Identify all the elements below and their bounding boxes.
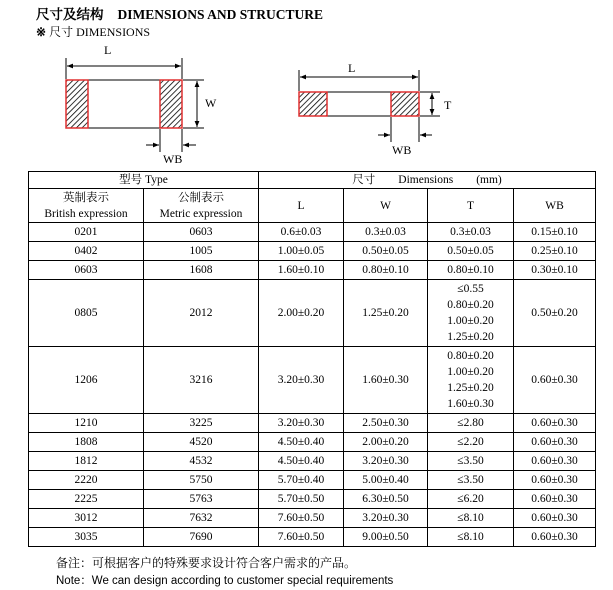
- cell-metric: 0603: [144, 223, 259, 242]
- cell-wb: 0.60±0.30: [514, 528, 596, 547]
- cell-metric: 1608: [144, 261, 259, 280]
- cell-t-line: 1.25±0.20: [447, 382, 494, 394]
- cell-t: [428, 509, 514, 528]
- cell-t: [428, 261, 514, 280]
- cell-l: 4.50±0.40: [259, 452, 344, 471]
- dim-label-l-side: L: [348, 61, 356, 75]
- cell-t: [428, 528, 514, 547]
- side-view-drawing: [299, 61, 452, 157]
- cell-british: 2225: [29, 490, 144, 509]
- cell-british: 3035: [29, 528, 144, 547]
- cell-t: [428, 280, 514, 347]
- table-row: [29, 471, 596, 490]
- cell-l: 5.70±0.50: [259, 490, 344, 509]
- cell-w: 2.00±0.20: [344, 433, 428, 452]
- cell-w: 0.50±0.05: [344, 242, 428, 261]
- cell-l: 3.20±0.30: [259, 414, 344, 433]
- cell-metric: 3225: [144, 414, 259, 433]
- cell-metric: 2012: [144, 280, 259, 347]
- table-row: [29, 490, 596, 509]
- cell-t-line: ≤8.10: [457, 531, 484, 543]
- dimensions-table: [28, 171, 596, 547]
- cell-t-line: 0.3±0.03: [450, 226, 491, 238]
- cell-w: 6.30±0.50: [344, 490, 428, 509]
- cell-wb: 0.60±0.30: [514, 414, 596, 433]
- table-row: [29, 280, 596, 347]
- cell-t-line: ≤2.20: [457, 436, 484, 448]
- cell-l: 1.60±0.10: [259, 261, 344, 280]
- cell-t-line: 1.00±0.20: [447, 366, 494, 378]
- cell-w: 0.3±0.03: [344, 223, 428, 242]
- dim-label-t: T: [444, 98, 452, 112]
- cell-wb: 0.60±0.30: [514, 347, 596, 414]
- cell-l: 2.00±0.20: [259, 280, 344, 347]
- cell-w: 0.80±0.10: [344, 261, 428, 280]
- dim-label-wb-left: WB: [163, 152, 183, 166]
- cell-t-line: ≤8.10: [457, 512, 484, 524]
- subtitle-text: 尺寸 DIMENSIONS: [49, 25, 151, 39]
- dim-label-w: W: [205, 96, 217, 110]
- cell-metric: 4532: [144, 452, 259, 471]
- column-header-w: W: [344, 189, 428, 223]
- cell-t-line: ≤3.50: [457, 455, 484, 467]
- cell-wb: 0.60±0.30: [514, 433, 596, 452]
- cell-w: 1.60±0.30: [344, 347, 428, 414]
- cell-wb: 0.60±0.30: [514, 509, 596, 528]
- cell-t: [428, 242, 514, 261]
- cell-w: 3.20±0.30: [344, 452, 428, 471]
- cell-british: 0805: [29, 280, 144, 347]
- cell-metric: 4520: [144, 433, 259, 452]
- cell-l: 7.60±0.50: [259, 528, 344, 547]
- note-en: Note：We can design according to customer special requirements: [56, 575, 394, 587]
- cell-british: 1206: [29, 347, 144, 414]
- table-row: [29, 414, 596, 433]
- top-view-drawing: [66, 43, 217, 166]
- cell-t-line: 1.60±0.30: [447, 398, 494, 410]
- right-terminal: [160, 80, 182, 128]
- cell-t-line: ≤2.80: [457, 417, 484, 429]
- cell-t-line: 0.80±0.10: [447, 264, 494, 276]
- cell-wb: 0.60±0.30: [514, 452, 596, 471]
- cell-t-line: 1.00±0.20: [447, 315, 494, 327]
- cell-british: 1210: [29, 414, 144, 433]
- cell-l: 1.00±0.05: [259, 242, 344, 261]
- table-row: [29, 347, 596, 414]
- cell-t: [428, 414, 514, 433]
- table-row: [29, 242, 596, 261]
- table-body: [29, 223, 596, 547]
- cell-t: [428, 452, 514, 471]
- dim-label-l: L: [104, 43, 112, 57]
- cell-wb: 0.60±0.30: [514, 471, 596, 490]
- left-terminal: [66, 80, 88, 128]
- cell-t: [428, 433, 514, 452]
- metric-header-en: Metric expression: [159, 207, 243, 220]
- british-header: [29, 189, 144, 223]
- cell-metric: 7632: [144, 509, 259, 528]
- cell-l: 3.20±0.30: [259, 347, 344, 414]
- dimensions-header: 尺寸 Dimensions (mm): [259, 172, 596, 189]
- table-row: [29, 223, 596, 242]
- cell-metric: 7690: [144, 528, 259, 547]
- reference-mark: ※: [36, 25, 47, 39]
- dim-label-wb-side: WB: [392, 143, 412, 157]
- table-row: [29, 509, 596, 528]
- column-header-l: L: [259, 189, 344, 223]
- type-header: 型号 Type: [29, 172, 259, 189]
- table-row: [29, 528, 596, 547]
- cell-british: 0201: [29, 223, 144, 242]
- table-row: [29, 452, 596, 471]
- side-right-terminal: [391, 92, 419, 116]
- cell-t-line: 1.25±0.20: [447, 331, 494, 343]
- note-cn: 备注：可根据客户的特殊要求设计符合客户需求的产品。: [56, 556, 357, 570]
- column-header-t: T: [428, 189, 514, 223]
- cell-british: 1808: [29, 433, 144, 452]
- cell-l: 4.50±0.40: [259, 433, 344, 452]
- title-en: DIMENSIONS AND STRUCTURE: [117, 7, 324, 22]
- cell-wb: 0.60±0.30: [514, 490, 596, 509]
- cell-british: 1812: [29, 452, 144, 471]
- cell-l: 5.70±0.40: [259, 471, 344, 490]
- cell-w: 2.50±0.30: [344, 414, 428, 433]
- cell-t-line: 0.80±0.20: [447, 350, 494, 362]
- british-header-cn: 英制表示: [63, 191, 109, 204]
- cell-wb: 0.15±0.10: [514, 223, 596, 242]
- table-row: [29, 433, 596, 452]
- cell-british: 2220: [29, 471, 144, 490]
- metric-header: [144, 189, 259, 223]
- cell-t: [428, 347, 514, 414]
- cell-wb: 0.30±0.10: [514, 261, 596, 280]
- cell-t: [428, 471, 514, 490]
- cell-t-line: 0.80±0.20: [447, 299, 494, 311]
- cell-l: 7.60±0.50: [259, 509, 344, 528]
- cell-l: 0.6±0.03: [259, 223, 344, 242]
- title-cn: 尺寸及结构: [36, 7, 104, 22]
- cell-w: 3.20±0.30: [344, 509, 428, 528]
- cell-t-line: ≤3.50: [457, 474, 484, 486]
- cell-wb: 0.25±0.10: [514, 242, 596, 261]
- cell-t: [428, 223, 514, 242]
- cell-t: [428, 490, 514, 509]
- column-header-wb: WB: [514, 189, 596, 223]
- cell-metric: 3216: [144, 347, 259, 414]
- cell-metric: 1005: [144, 242, 259, 261]
- cell-w: 9.00±0.50: [344, 528, 428, 547]
- british-header-en: British expression: [44, 207, 128, 220]
- cell-british: 3012: [29, 509, 144, 528]
- cell-wb: 0.50±0.20: [514, 280, 596, 347]
- cell-british: 0402: [29, 242, 144, 261]
- cell-t-line: ≤6.20: [457, 493, 484, 505]
- cell-metric: 5750: [144, 471, 259, 490]
- dimension-drawing: [0, 0, 613, 170]
- cell-british: 0603: [29, 261, 144, 280]
- cell-w: 1.25±0.20: [344, 280, 428, 347]
- cell-w: 5.00±0.40: [344, 471, 428, 490]
- cell-t-line: ≤0.55: [457, 283, 484, 295]
- side-left-terminal: [299, 92, 327, 116]
- cell-t-line: 0.50±0.05: [447, 245, 494, 257]
- metric-header-cn: 公制表示: [178, 191, 224, 204]
- table-row: [29, 261, 596, 280]
- cell-metric: 5763: [144, 490, 259, 509]
